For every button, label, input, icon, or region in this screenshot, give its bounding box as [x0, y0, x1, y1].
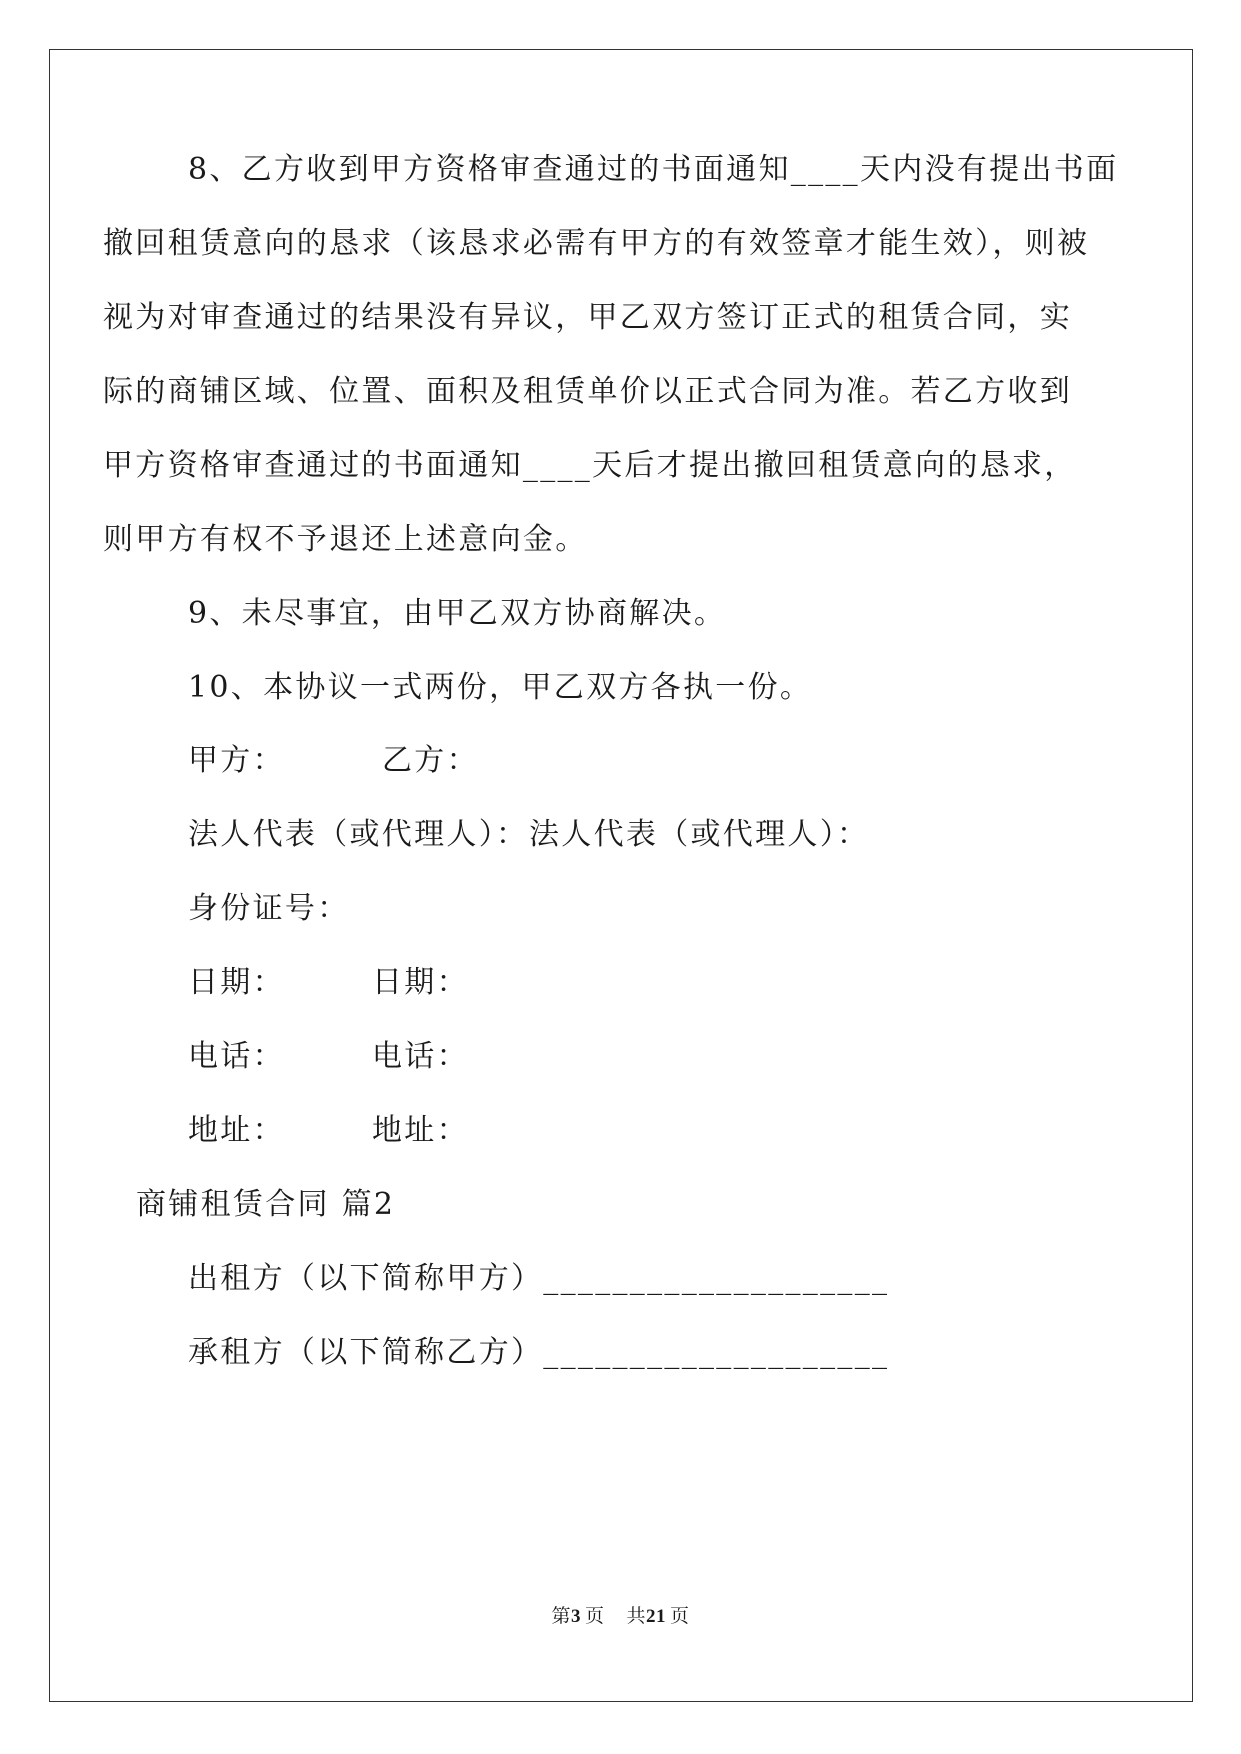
id-number-label: 身份证号：: [188, 891, 350, 926]
lessor-line: 出租方（以下简称甲方）____________________: [188, 1261, 890, 1296]
page-border: [49, 49, 1193, 1702]
party-b-label: 乙方：: [382, 743, 479, 778]
page-total: 共21 页: [626, 1606, 690, 1627]
date-a-label: 日期：: [188, 965, 285, 1000]
rep-a-label: 法人代表（或代理人）：: [188, 817, 529, 852]
lessee-line: 承租方（以下简称乙方）____________________: [188, 1335, 890, 1370]
clause8-line-5: 甲方资格审查通过的书面通知____天后才提出撤回租赁意向的恳求，: [103, 448, 1077, 483]
clause8-line-1: 8、乙方收到甲方资格审查通过的书面通知____天内没有提出书面: [188, 152, 1119, 187]
rep-b-label: 法人代表（或代理人）：: [529, 817, 870, 852]
phone-b-label: 电话：: [372, 1039, 469, 1074]
clause8-line-6: 则甲方有权不予退还上述意向金。: [103, 522, 588, 557]
clause9: 9、未尽事宜，由甲乙双方协商解决。: [188, 596, 727, 631]
page-number: 第3 页: [551, 1606, 605, 1627]
date-b-label: 日期：: [372, 965, 469, 1000]
clause8-line-2: 撤回租赁意向的恳求（该恳求必需有甲方的有效签章才能生效），则被: [103, 226, 1090, 261]
party-a-label: 甲方：: [188, 743, 285, 778]
clause8-line-3: 视为对审查通过的结果没有异议，甲乙双方签订正式的租赁合同，实: [103, 300, 1072, 335]
contract2-heading: 商铺租赁合同 篇2: [136, 1187, 396, 1222]
clause10: 10、本协议一式两份，甲乙双方各执一份。: [188, 670, 813, 705]
page-footer: [0, 1605, 1241, 1629]
clause8-line-4: 际的商铺区域、位置、面积及租赁单价以正式合同为准。若乙方收到: [103, 374, 1072, 409]
address-b-label: 地址：: [372, 1113, 469, 1148]
phone-a-label: 电话：: [188, 1039, 285, 1074]
address-a-label: 地址：: [188, 1113, 285, 1148]
